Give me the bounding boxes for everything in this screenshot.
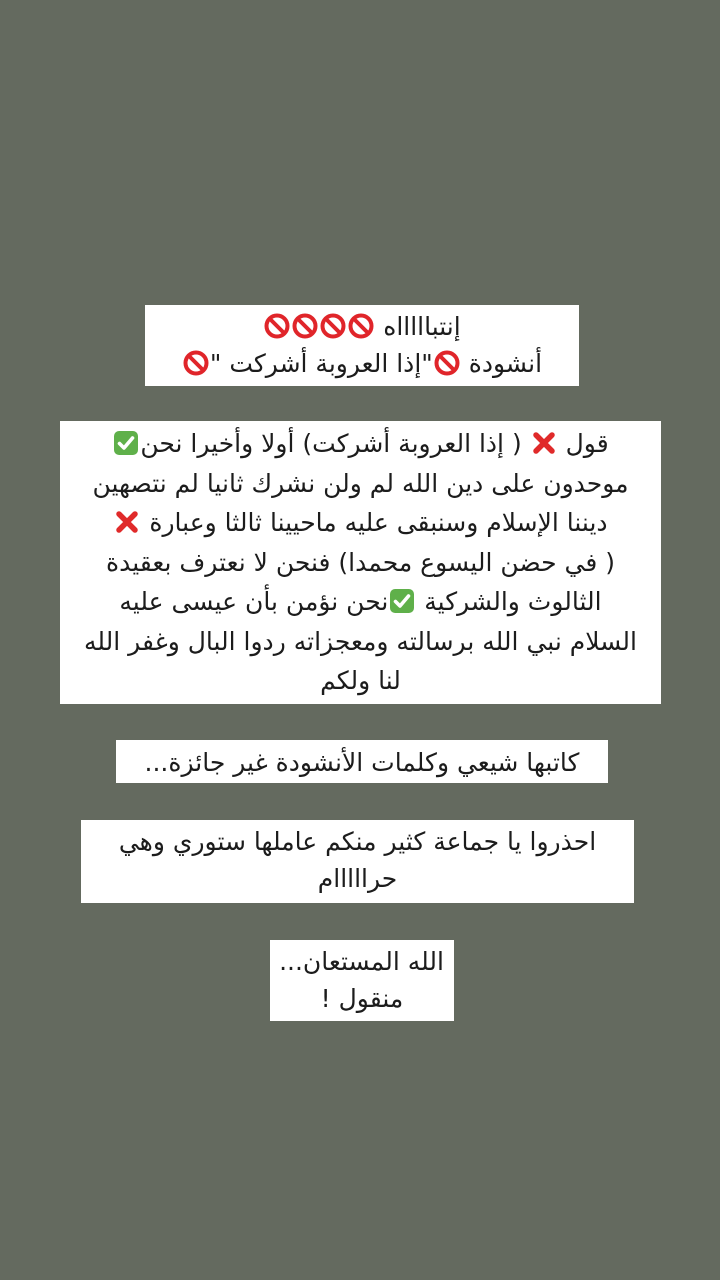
explanation-text: ( إذا العروبة أشركت) أولا وأخيرا نحن xyxy=(140,429,522,458)
warning-subtitle-quote: "إذا العروبة أشركت " xyxy=(209,349,433,378)
cross-mark-icon xyxy=(531,430,557,456)
check-mark-icon xyxy=(389,588,415,614)
prohibited-icon xyxy=(320,313,346,339)
explanation-text: الثالوث والشركية xyxy=(424,587,602,616)
explanation-text: ديننا الإسلام وسنبقى عليه ماحيينا ثالثا وعبارة xyxy=(149,508,608,537)
explanation-line-2: موحدون على دين الله لم ولن نشرك ثانيا لم نتصهين xyxy=(92,468,629,498)
explanation-line-4: ( في حضن اليسوع محمدا) فنحن لا نعترف بعقيدة xyxy=(106,547,615,577)
prohibited-icon xyxy=(292,313,318,339)
closing-card xyxy=(270,940,454,1021)
caution-line-1: احذروا يا جماعة كثير منكم عاملها ستوري وهي xyxy=(118,827,597,856)
closing-line-1: الله المستعان... xyxy=(279,947,444,976)
author-line: كاتبها شيعي وكلمات الأنشودة غير جائزة... xyxy=(144,748,580,777)
prohibited-icon xyxy=(434,350,460,376)
prohibited-icon xyxy=(183,350,209,376)
cross-mark-icon xyxy=(114,509,140,535)
prohibited-icon xyxy=(264,313,290,339)
warning-title-line xyxy=(155,308,569,345)
warning-subtitle-line xyxy=(155,345,569,382)
explanation-line-1 xyxy=(70,424,651,464)
prohibited-icon xyxy=(348,313,374,339)
explanation-line-6: السلام نبي الله برسالته ومعجزاته ردوا البال وغفر الله xyxy=(83,626,637,656)
explanation-text: نحن نؤمن بأن عيسى عليه xyxy=(119,587,389,616)
check-mark-icon xyxy=(113,430,139,456)
warning-card xyxy=(145,305,579,386)
explanation-line-3 xyxy=(70,503,651,543)
caution-line-2: حرااااام xyxy=(317,864,398,893)
caution-card xyxy=(81,820,634,903)
explanation-line-5 xyxy=(70,582,651,622)
warning-title-text: إنتباااااه xyxy=(383,312,461,341)
warning-subtitle-prefix: أنشودة xyxy=(468,349,543,378)
explanation-card xyxy=(60,421,661,704)
closing-line-2: منقول ! xyxy=(320,984,404,1013)
explanation-line-7: لنا ولكم xyxy=(320,666,401,695)
explanation-text: قول xyxy=(565,429,609,458)
author-card xyxy=(116,740,608,783)
